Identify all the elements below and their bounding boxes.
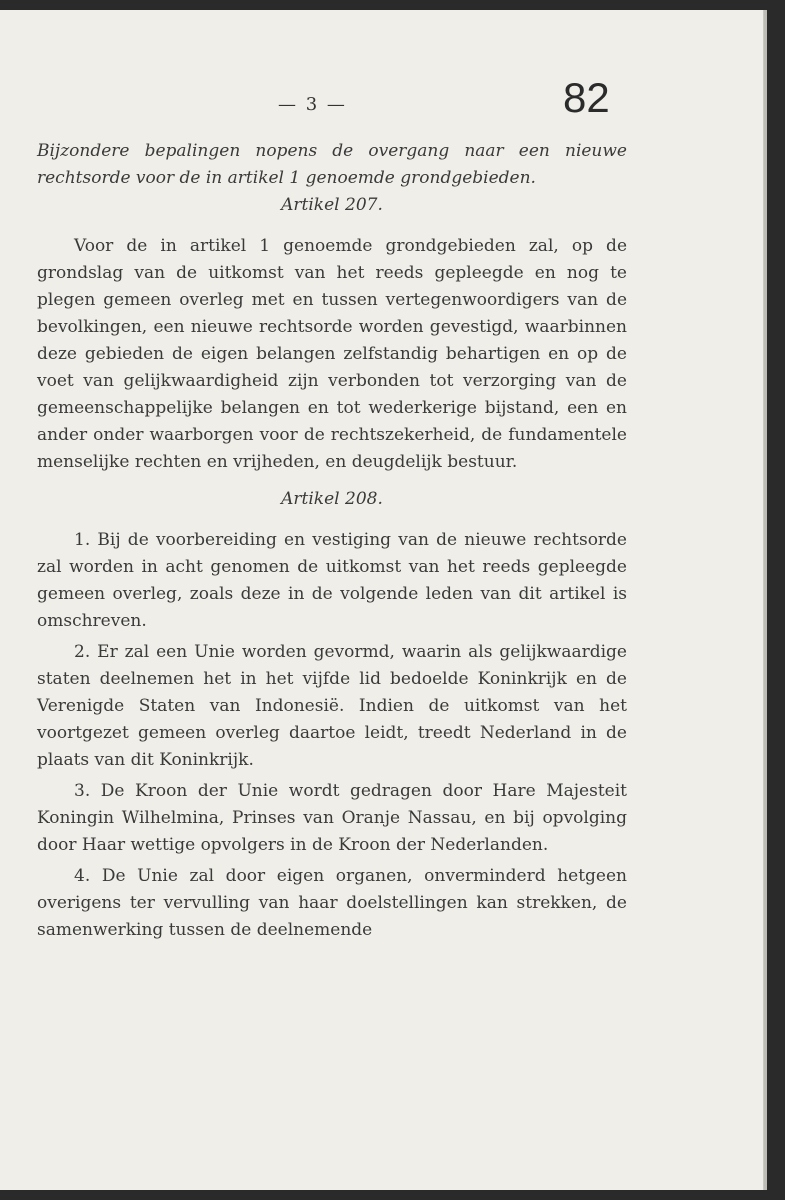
- article-title: Artikel 208.: [281, 489, 383, 509]
- section-heading: Bijzondere bepalingen nopens de overgang naar een nieuwe rechtsorde voor de in artikel 1 genoemde grondgebieden.: [37, 141, 627, 188]
- page-number: — 3 —: [278, 94, 347, 115]
- article-paragraph: 2. Er zal een Unie worden gevormd, waarin als gelijkwaardige staten deelnemen het in het vijfde lid bedoelde Koninkrijk en de Verenigde Staten van Indonesië. Indien de uitkomst van het voortgezet gemeen overleg daartoe leidt, treedt Nederland in de plaats van dit Koninkrijk.: [37, 642, 627, 770]
- document-body: [37, 138, 627, 944]
- page-edge: [763, 10, 764, 1190]
- article-paragraph: 1. Bij de voorbereiding en vestiging van de nieuwe rechtsorde zal worden in acht genomen de uitkomst van het reeds gepleegde gemeen overleg, zoals deze in de volgende leden van dit artikel is omschreven.: [37, 530, 627, 631]
- article-paragraph: 4. De Unie zal door eigen organen, onverminderd hetgeen overigens ter vervulling van haar doelstellingen kan strekken, de samenwerking tussen de deelnemende: [37, 866, 627, 940]
- article-title: Artikel 207.: [281, 195, 383, 215]
- handwritten-page-stamp: 82: [563, 74, 610, 121]
- article-paragraph: Voor de in artikel 1 genoemde grondgebieden zal, op de grondslag van de uitkomst van het reeds gepleegde en nog te plegen gemeen overleg met en tussen vertegenwoordigers van de bevolkingen, een nieuwe rechtsorde worden gevestigd, waarbinnen deze gebieden de eigen belangen zelfstandig behartigen en op de voet van gelijkwaardigheid zijn verbonden tot verzorging van de gemeenschappelijke belangen en tot wederkerige bijstand, een en ander onder waarborgen voor de rechtszekerheid, de fundamentele menselijke rechten en vrijheden, en deugdelijk bestuur.: [37, 236, 627, 472]
- document-page: [0, 10, 767, 1190]
- article-paragraph: 3. De Kroon der Unie wordt gedragen door Hare Majesteit Koningin Wilhelmina, Prinses van Oranje Nassau, en bij opvolging door Haar wettige opvolgers in de Kroon der Nederlanden.: [37, 781, 627, 855]
